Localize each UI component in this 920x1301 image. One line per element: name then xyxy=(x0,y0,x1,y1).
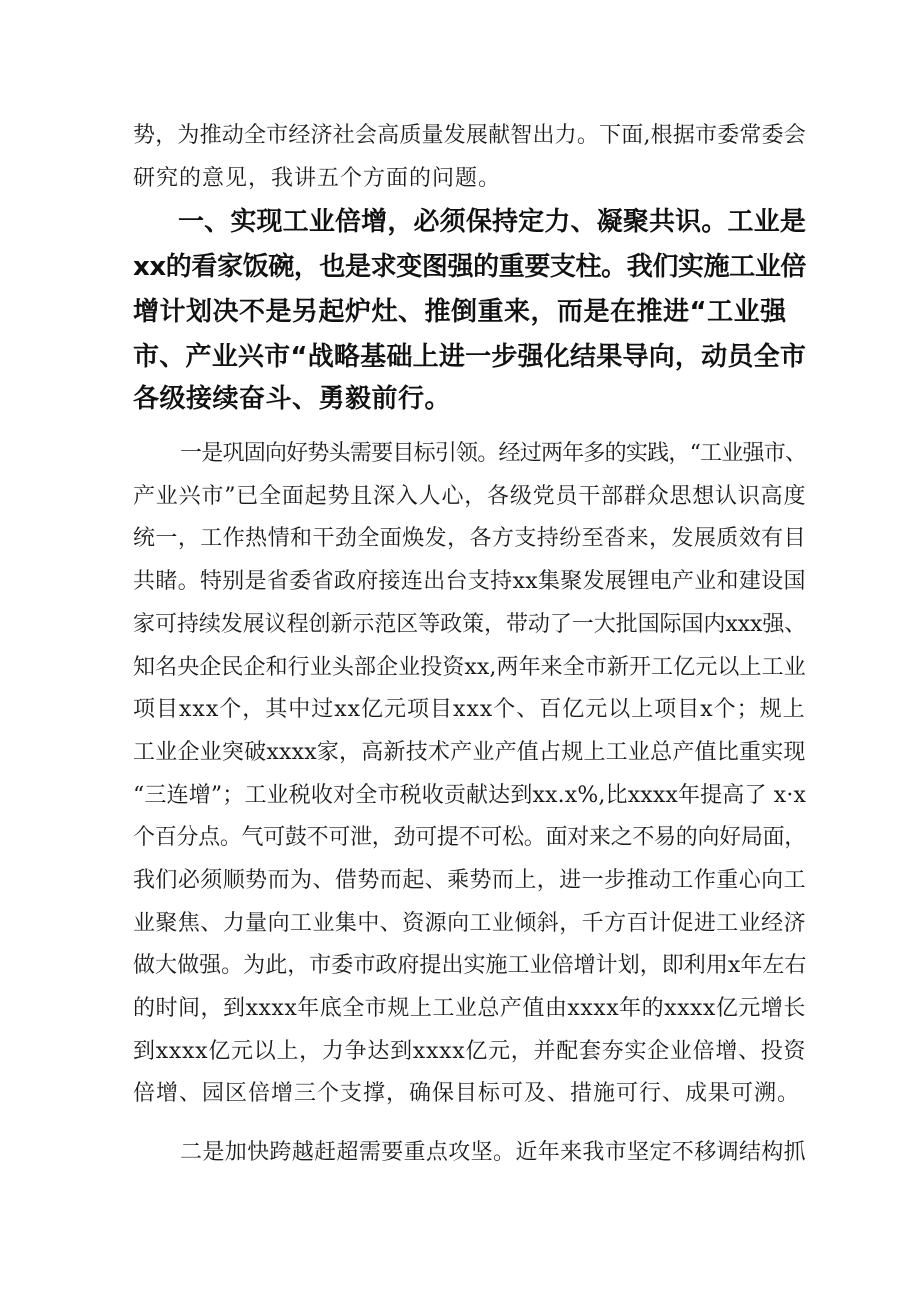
text-line: 二是加快跨越赶超需要重点攻坚。近年来我市坚定不移调结构抓 xyxy=(180,1140,807,1165)
text-line: 共睹。特别是省委省政府接连出台支持xx集聚发展锂电产业和建设国 xyxy=(133,569,806,594)
text-line: 我们必须顺势而为、借势而起、乘势而上，进一步推动工作重心向工 xyxy=(133,868,807,893)
heading-line: 各级接续奋斗、勇毅前行。 xyxy=(133,384,452,414)
text-line: 倍增、园区倍增三个支撑，确保目标可及、措施可行、成果可溯。 xyxy=(133,1081,801,1106)
heading-line: 增计划决不是另起炉灶、推倒重来，而是在推进“工业强 xyxy=(133,297,787,327)
text-line: 个百分点。气可鼓不可泄，劲可提不可松。面对来之不易的向好局面， xyxy=(133,825,807,850)
text-line: 的时间，到xxxx年底全市规上工业总产值由xxxx年的xxxx亿元增长 xyxy=(133,996,806,1021)
text-line: 一是巩固向好势头需要目标引领。经过两年多的实践，“工业强市、 xyxy=(180,441,807,466)
heading-line: 一、实现工业倍增，必须保持定力、凝聚共识。工业是 xyxy=(178,207,807,237)
text-line: 到xxxx亿元以上，力争达到xxxx亿元，并配套夯实企业倍增、投资 xyxy=(133,1039,807,1064)
text-line: 做大做强。为此，市委市政府提出实施工业倍增计划，即利用x年左右 xyxy=(133,953,807,978)
text-line: 势，为推动全市经济社会高质量发展献智出力。下面,根据市委常委会 xyxy=(133,123,806,148)
text-line: “三连增”；工业税收对全市税收贡献达到xx.x%,比xxxx年提高了 x·x xyxy=(133,783,807,808)
text-line: 产业兴市”已全面起势且深入人心，各级党员干部群众思想认识高度 xyxy=(133,484,807,509)
text-line: 工业企业突破xxxx家，高新技术产业产值占规上工业总产值比重实现 xyxy=(133,740,806,765)
text-line: 统一，工作热情和干劲全面焕发，各方支持纷至沓来，发展质效有目 xyxy=(133,526,807,551)
text-line: 研究的意见，我讲五个方面的问题。 xyxy=(133,166,502,191)
text-line: 业聚焦、力量向工业集中、资源向工业倾斜，千方百计促进工业经济 xyxy=(133,911,807,936)
heading-line: xx的看家饭碗，也是求变图强的重要支柱。我们实施工业倍 xyxy=(133,252,807,282)
heading-line: 市、产业兴市“战略基础上进一步强化结果导向，动员全市 xyxy=(133,342,807,372)
text-line: 家可持续发展议程创新示范区等政策，带动了一大批国际国内xxx强、 xyxy=(133,612,807,637)
text-line: 知名央企民企和行业头部企业投资xx,两年来全市新开工亿元以上工业 xyxy=(133,655,806,680)
text-line: 项目xxx个，其中过xx亿元项目xxx个、百亿元以上项目x个；规上 xyxy=(133,697,806,722)
